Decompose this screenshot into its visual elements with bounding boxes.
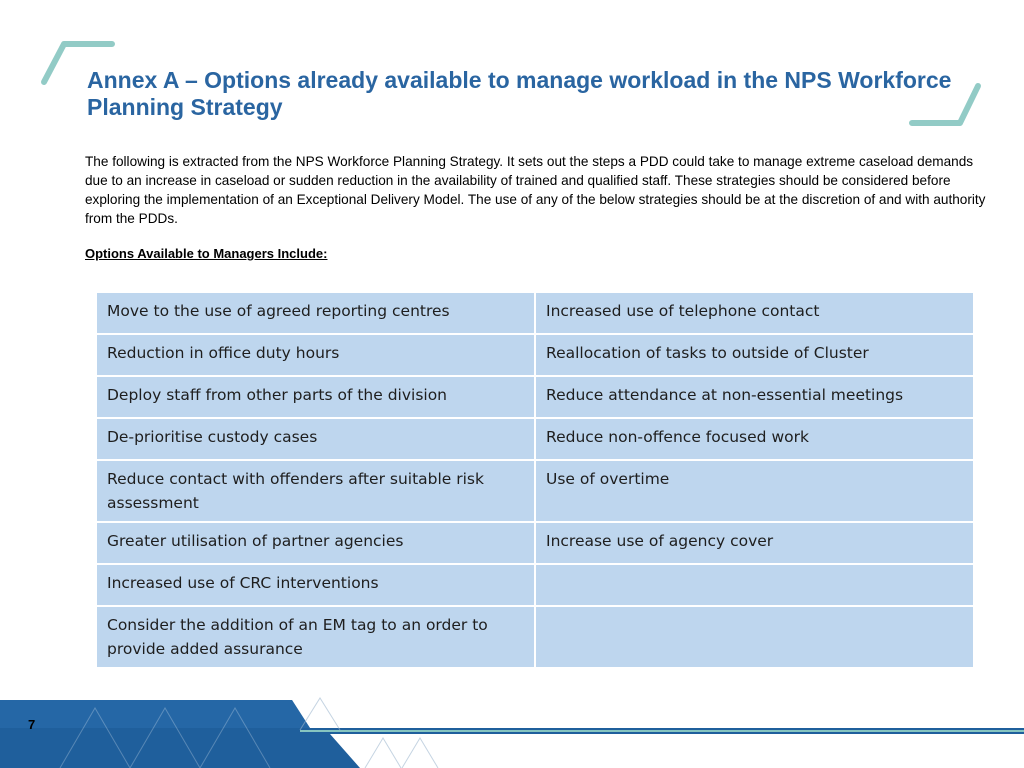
table-cell: Reduce non-offence focused work: [535, 418, 974, 460]
table-row: [96, 334, 974, 376]
table-row: [96, 418, 974, 460]
table-cell: Consider the addition of an EM tag to an order to provide added assurance: [96, 606, 535, 668]
table-cell: De-prioritise custody cases: [96, 418, 535, 460]
table-cell: Use of overtime: [535, 460, 974, 522]
options-table: [95, 291, 975, 669]
table-cell: Increased use of telephone contact: [535, 292, 974, 334]
table-row: [96, 376, 974, 418]
table-cell: [535, 606, 974, 668]
table-cell: Increased use of CRC interventions: [96, 564, 535, 606]
intro-paragraph: The following is extracted from the NPS Workforce Planning Strategy. It sets out the steps a PDD could take to manage extreme caseload demands due to an increase in caseload or sudden reduction in the availability of trained and qualified staff. These strategies should be considered before exploring the implementation of an Exceptional Delivery Model. The use of any of the below strategies should be at the discretion of and with authority from the PDDs.: [85, 154, 986, 226]
table-cell: Reallocation of tasks to outside of Cluster: [535, 334, 974, 376]
table-row: [96, 522, 974, 564]
table-cell: Reduce attendance at non-essential meetings: [535, 376, 974, 418]
table-row: [96, 564, 974, 606]
table-cell: Move to the use of agreed reporting centres: [96, 292, 535, 334]
table-cell: Increase use of agency cover: [535, 522, 974, 564]
table-cell: [535, 564, 974, 606]
table-row: [96, 292, 974, 334]
table-cell: Greater utilisation of partner agencies: [96, 522, 535, 564]
table-row: [96, 606, 974, 668]
table-cell: Reduction in office duty hours: [96, 334, 535, 376]
page-number: 7: [28, 717, 36, 732]
page-title: Annex A – Options already available to manage workload in the NPS Workforce Planning Strategy: [87, 67, 952, 120]
table-cell: Deploy staff from other parts of the division: [96, 376, 535, 418]
options-subheading: Options Available to Managers Include:: [85, 246, 328, 261]
footer-banner: [0, 690, 1024, 768]
table-cell: Reduce contact with offenders after suitable risk assessment: [96, 460, 535, 522]
table-row: [96, 460, 974, 522]
